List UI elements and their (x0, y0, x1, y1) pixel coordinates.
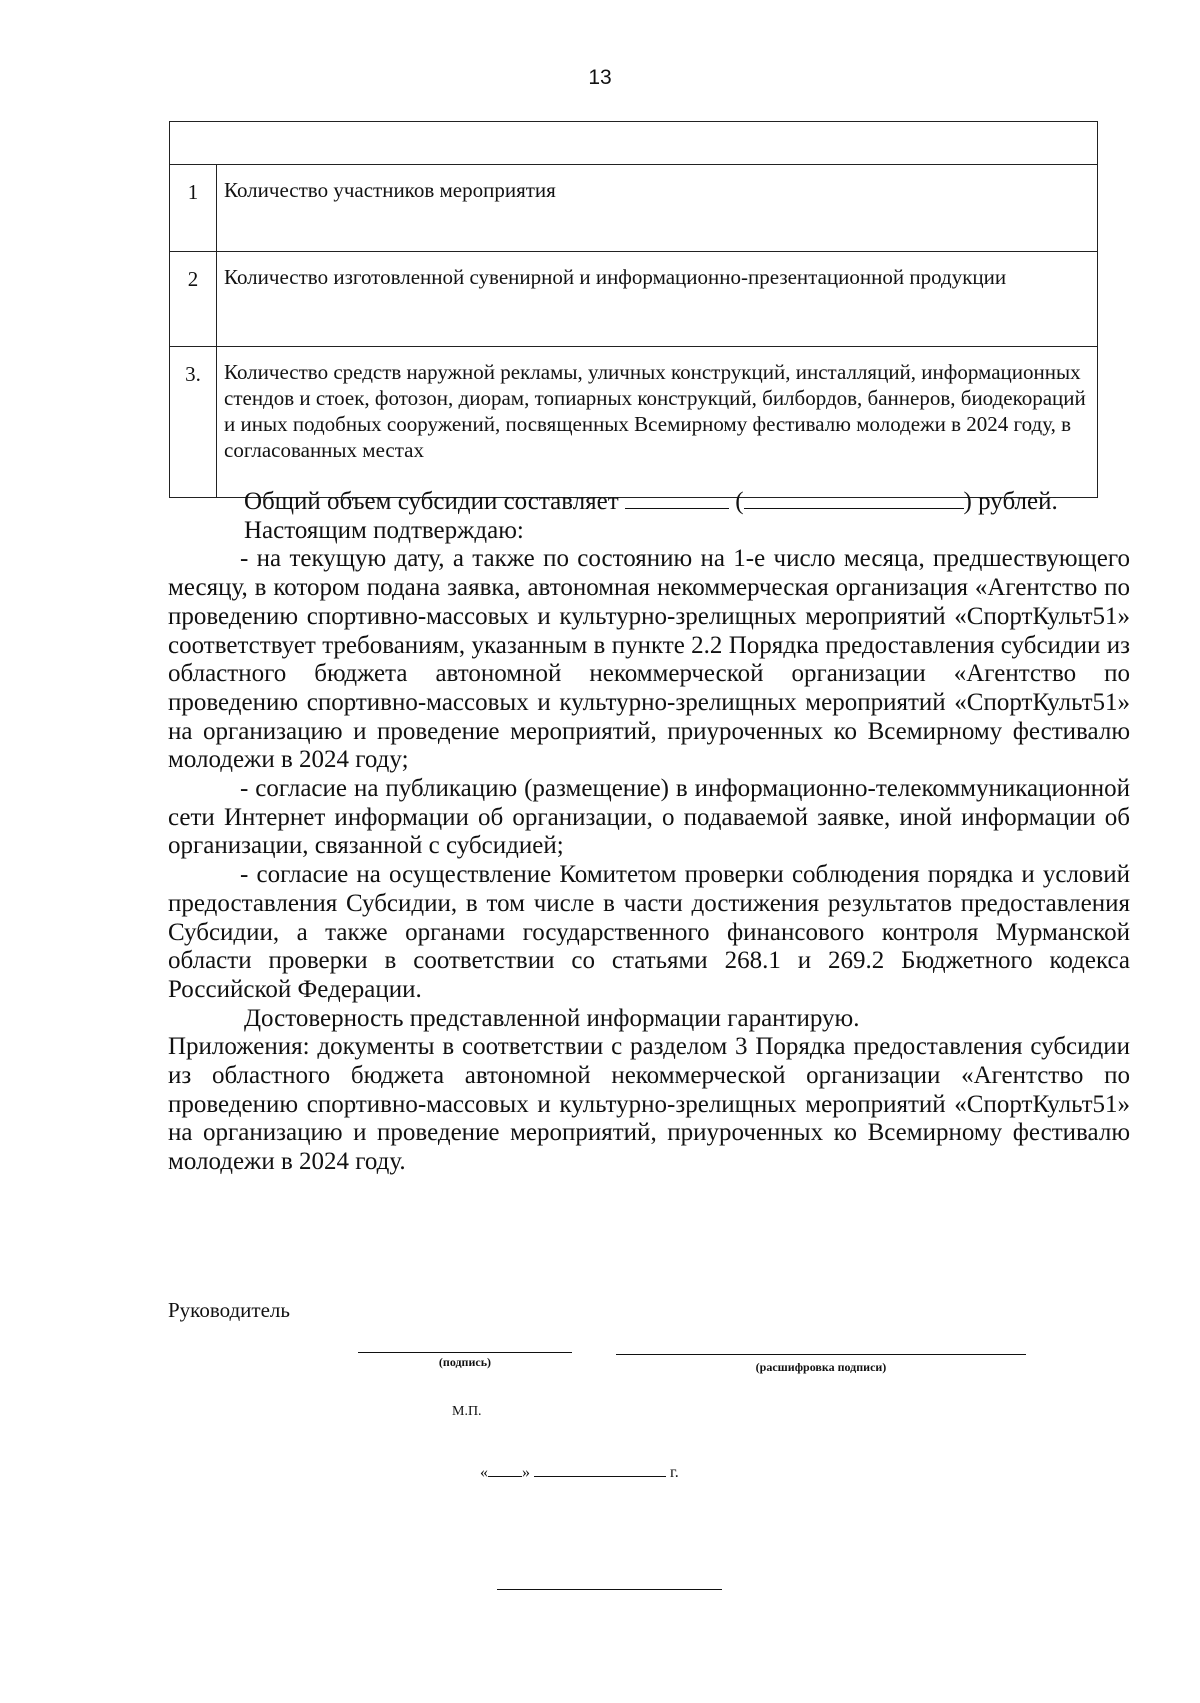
row-text: Количество изготовленной сувенирной и информационно-презентационной продукции (217, 252, 1098, 347)
subsidy-words-blank[interactable] (744, 486, 964, 509)
table-header-row (170, 122, 1098, 165)
subsidy-suffix: ) рублей. (963, 488, 1058, 515)
confirm-paragraph-3: - согласие на осуществление Комитетом проверки соблюдения порядка и условий предоставления Субсидии, в том числе в части достижения результатов предоставления Субсидии, а также органами государственного финансового контроля Мурманской области проверки в соответствии со статьями 268.1 и 269.2 Бюджетного кодекса Российской Федерации. (168, 861, 1130, 1003)
signer-role: Руководитель (168, 1298, 290, 1322)
table-row (170, 252, 1098, 347)
table-row (170, 347, 1098, 498)
row-number: 3. (170, 347, 217, 498)
confirm-paragraph-2: - согласие на публикацию (размещение) в информационно-телекоммуникационной сети Интернет информации об организации, о подаваемой заявке, иной информации об организации, связанной с субсидией; (168, 775, 1130, 860)
subsidy-prefix: Общий объем субсидии составляет (244, 488, 619, 515)
signature-decode-line[interactable] (616, 1354, 1026, 1355)
subsidy-amount-blank[interactable] (625, 486, 729, 509)
attachments-paragraph: Приложения: документы в соответствии с разделом 3 Порядка предоставления субсидии из областного бюджета автономной некоммерческой организации «Агентство по проведению спортивно-массовых и культурно-зрелищных мероприятий «СпортКульт51» на организацию и проведение мероприятий, приуроченных ко Всемирному фестивалю молодежи в 2024 году. (168, 1033, 1130, 1176)
subsidy-amount-line (168, 486, 1130, 517)
signature-line[interactable] (358, 1352, 572, 1353)
confirm-paragraph-1: - на текущую дату, а также по состоянию на 1-е число месяца, предшествующего месяцу, в котором подана заявка, автономная некоммерческая организация «Агентство по проведению спортивно-массовых и культурно-зрелищных мероприятий «СпортКульт51» соответствует требованиям, указанным в пункте 2.2 Порядка предоставления субсидии из областного бюджета автономной некоммерческой организации «Агентство по проведению спортивно-массовых и культурно-зрелищных мероприятий «СпортКульт51» на организацию и проведение мероприятий, приуроченных ко Всемирному фестивалю молодежи в 2024 году; (168, 545, 1130, 774)
table-header-cell (170, 122, 1098, 165)
signature-decode-caption: (расшифровка подписи) (755, 1360, 887, 1374)
date-line (480, 1462, 679, 1482)
page-number: 13 (588, 66, 612, 89)
date-month-blank[interactable] (534, 1462, 666, 1477)
date-day-blank[interactable] (488, 1462, 522, 1477)
row-text: Количество участников мероприятия (217, 165, 1098, 252)
document-body (168, 486, 1130, 1177)
subsidy-open-paren: ( (735, 488, 744, 515)
date-year-suffix: г. (670, 1464, 679, 1481)
stamp-placeholder: М.П. (452, 1404, 482, 1419)
date-close-quote: » (522, 1464, 530, 1481)
row-text: Количество средств наружной рекламы, уличных конструкций, инсталляций, информационных стендов и стоек, фотозон, диорам, топиарных конструкций, билбордов, баннеров, биодекораций и иных подобных сооружений, посвященных Всемирному фестивалю молодежи в 2024 году, в согласованных местах (217, 347, 1098, 498)
row-number: 2 (170, 252, 217, 347)
confirm-heading: Настоящим подтверждаю: (244, 516, 524, 544)
end-rule (497, 1589, 722, 1590)
signature-caption: (подпись) (438, 1355, 492, 1369)
table-row (170, 165, 1098, 252)
row-number: 1 (170, 165, 217, 252)
guarantee-line: Достоверность представленной информации гарантирую. (244, 1004, 860, 1032)
results-table (169, 121, 1098, 498)
date-open-quote: « (480, 1464, 488, 1481)
